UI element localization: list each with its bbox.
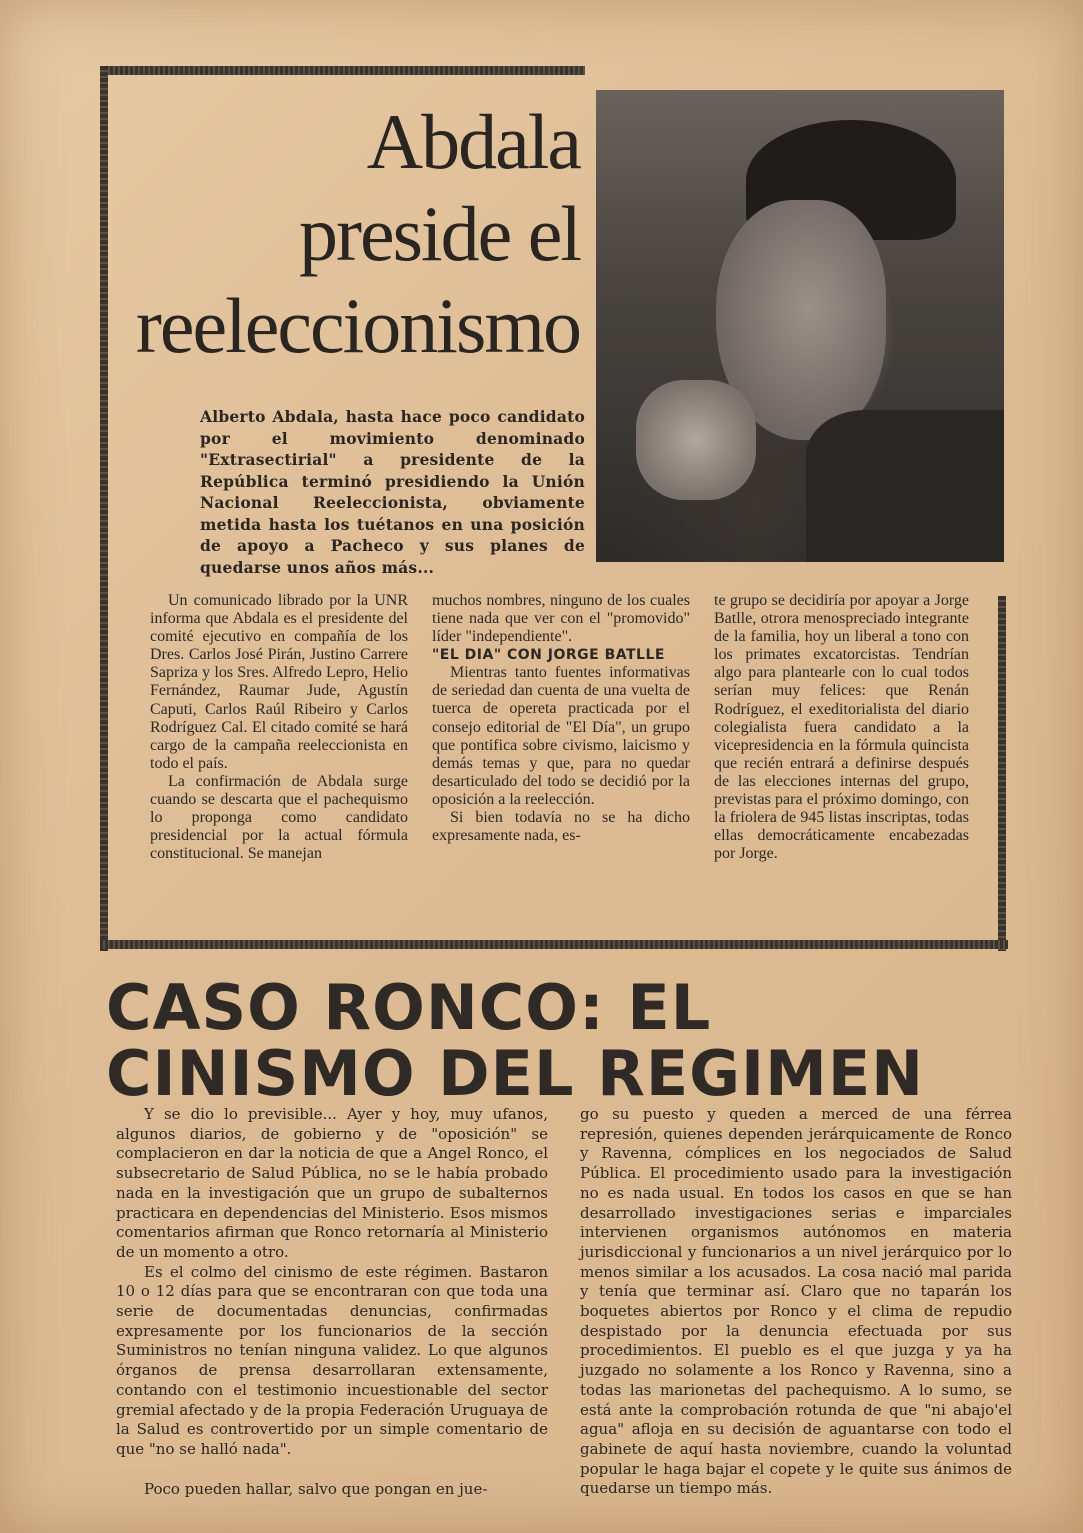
- article1-column-2: [432, 592, 690, 845]
- paragraph: Mientras tanto fuentes informativas de seriedad dan cuenta de una vuelta de tuerca de opereta practicada por el consejo editorial de "El Día", un grupo que pontifica sobre civismo, laicismo y demás temas y que, para no quedar desarticulado del todo se decidió por la oposición a la reelección.: [432, 664, 690, 808]
- headline-line-2: CINISMO DEL REGIMEN: [106, 1037, 925, 1110]
- headline-line-1: CASO RONCO: EL: [106, 971, 712, 1044]
- paragraph: Si bien todavía no se ha dicho expresamente nada, es-: [432, 809, 690, 845]
- paragraph: Y se dio lo previsible... Ayer y hoy, muy ufanos, algunos diarios, de gobierno y de "oposición" se complacieron en dar la noticia de que a Angel Ronco, el subsecretario de Salud Pública, no se le había probado nada en la investigación que un grupo de subalternos practicara en dependencias del Ministerio. Esos mismos comentarios afirman que Ronco retornaría al Ministerio de un momento a otro.: [116, 1105, 548, 1261]
- headline-abdala: [120, 96, 580, 372]
- headline-line-3: reeleccionismo: [135, 282, 580, 369]
- article-abdala: [100, 66, 1008, 951]
- spacer: [116, 1460, 548, 1480]
- article2-column-1: [116, 1105, 548, 1499]
- article1-column-1: [150, 592, 408, 863]
- article1-column-3: [714, 592, 969, 863]
- paragraph: go su puesto y queden a merced de una férrea represión, quienes dependen jerárquicamente de Ronco y Ravenna, cómplices en los negociados de Salud Pública. El procedimiento usado para la investigación no es nada usual. En todos los casos en que se han desarrollado investigaciones serias e imparciales intervienen organismos autónomos en materia jurisdiccional y funcionarios a un nivel jerárquico por lo menos similar a los acusados. La cosa nació mal parida y tenía que terminar así. Claro que no taparán los boquetes abiertos por Ronco y el clima de repudio despistado por la denuncia efectuada por sus procedimientos. El pueblo es el que juzga y ya ha juzgado no solamente a los Ronco y Ravenna, sino a todas las marionetas del pachequismo. A lo sumo, se está ante la comprobación rotunda de que "ni abajo'el agua" afloja en su decisión de aguantarse con todo el gabinete de aquí hasta noviembre, cuando la voluntad popular le haga bajar el copete y le quite sus ánimos de quedarse un tiempo más.: [580, 1105, 1012, 1498]
- portrait-photo: [596, 90, 1004, 562]
- photo-hand: [636, 380, 756, 500]
- lede-paragraph: Alberto Abdala, hasta hace poco candidato por el movimiento denominado "Extrasectirial" a presidente de la República terminó presidiendo la Unión Nacional Reeleccionista, obviamente metida hasta los tuétanos en una posición de apoyo a Pacheco y sus planes de quedarse unos años más...: [200, 407, 585, 577]
- paragraph: La confirmación de Abdala surge cuando se descarta que el pachequismo lo proponga como candidato presidencial por la actual fórmula constitucional. Se manejan: [150, 772, 408, 863]
- headline-line-1: Abdala: [366, 98, 580, 185]
- article2-column-2: [580, 1105, 1012, 1499]
- paragraph: muchos nombres, ninguno de los cuales tiene nada que ver con el "promovido" líder "independiente".: [432, 592, 690, 646]
- subheading: "EL DIA" CON JORGE BATLLE: [432, 647, 665, 664]
- paragraph: te grupo se decidiría por apoyar a Jorge Batlle, otrora menospreciado integrante de la familia, hoy un liberal a tono con los primates excatorcistas. Tendrían algo para plantearle con lo cual todos serían muy felices: que Renán Rodríguez, el exeditorialista del diario colegialista fuera candidato a la vicepresidencia en la fórmula quincista que recién entrará a definirse después de las elecciones internas del grupo, previstas para el próximo domingo, con la friolera de 945 listas inscriptas, todas ellas democráticamente encabezadas por Jorge.: [714, 592, 969, 863]
- border-rule-top: [100, 66, 585, 75]
- headline-caso-ronco: [106, 971, 1006, 1110]
- paragraph: Un comunicado librado por la UNR informa que Abdala es el presidente del comité ejecutivo en compañía de los Dres. Carlos José Pirán, Justino Carrere Sapriza y los Sres. Alfredo Lepro, Helio Fernández, Raumar Jude, Agustín Caputi, Carlos Raúl Ribeiro y Carlos Rodríguez Cal. El citado comité se hará cargo de la campaña reeleccionista en todo el país.: [150, 592, 408, 772]
- headline-line-2: preside el: [298, 190, 580, 277]
- paragraph: Es el colmo del cinismo de este régimen. Bastaron 10 o 12 días para que se encontraran con que toda una serie de documentadas denuncias, confirmadas expresamente por los funcionarios de la sección Suministros no tenían ninguna validez. Lo que algunos órganos de prensa desarrollaran extensamente, contando con el testimonio incuestionable del sector gremial afectado y de la propia Federación Uruguaya de la Salud es controvertido por un simple comentario de que "no se halló nada".: [116, 1262, 548, 1458]
- border-rule-bottom: [100, 940, 1008, 949]
- paragraph: Poco pueden hallar, salvo que pongan en jue-: [144, 1479, 488, 1498]
- photo-suit: [806, 410, 1004, 562]
- border-rule-right: [998, 596, 1006, 951]
- border-rule-left: [100, 66, 108, 951]
